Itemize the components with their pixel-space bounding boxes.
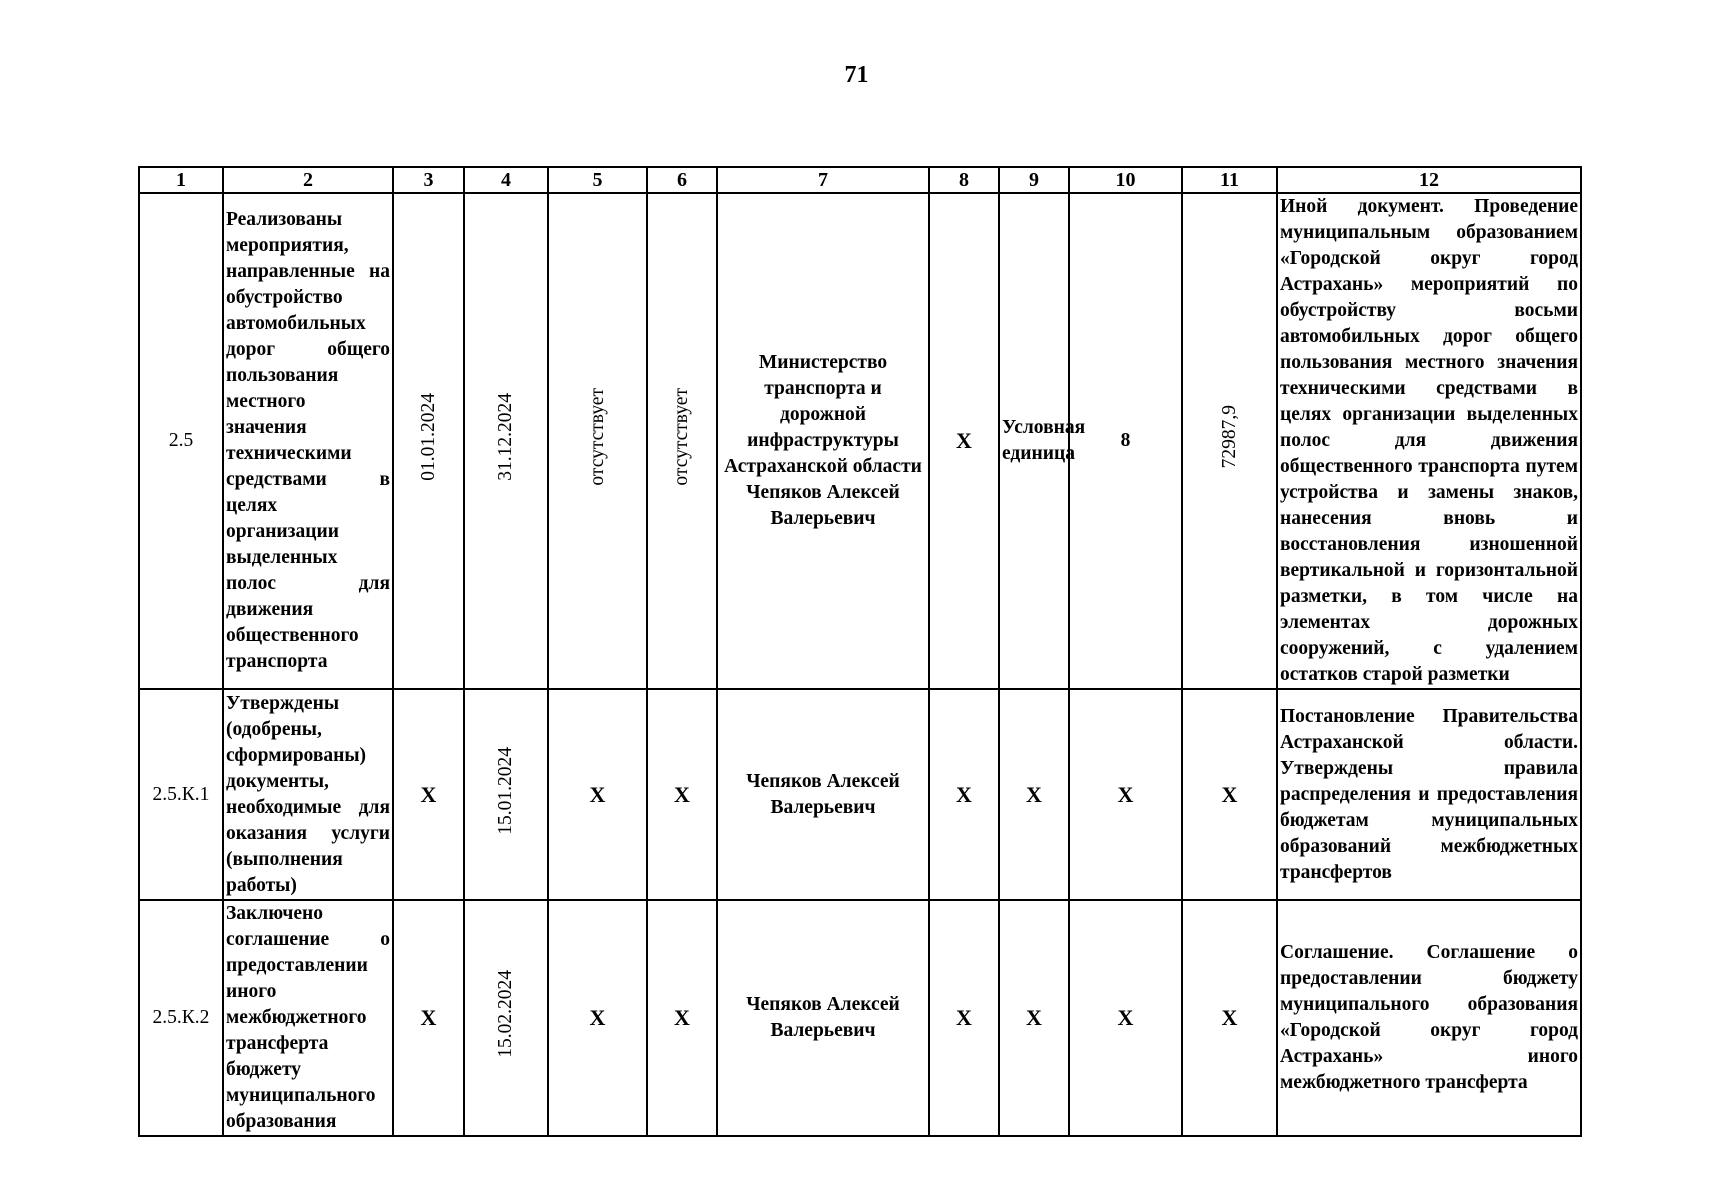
events-table: [138, 166, 1582, 1137]
col6-value: X: [647, 900, 717, 1136]
col5-cell: [548, 193, 647, 689]
header-col-11: 11: [1182, 167, 1277, 193]
end-date-cell: [464, 193, 548, 689]
start-date: X: [393, 689, 464, 900]
header-col-6: 6: [647, 167, 717, 193]
header-col-1: 1: [139, 167, 223, 193]
end-date: 15.02.2024: [495, 970, 516, 1058]
event-name: Заключено соглашение о предоставлении иного межбюджетного трансферта бюджету муниципального образования: [223, 900, 393, 1136]
event-name: Реализованы мероприятия, направленные на обустройство автомобильных дорог общего пользования местного значения техническими средствами в целях организации выделенных полос для движения общественного транспорта: [223, 193, 393, 689]
col11-cell: [1182, 193, 1277, 689]
header-col-2: 2: [223, 167, 393, 193]
header-col-3: 3: [393, 167, 464, 193]
col5-value: отсутствует: [586, 388, 608, 486]
table-row: [139, 689, 1581, 900]
document: Постановление Правительства Астраханской области. Утверждены правила распределения и предоставления бюджетам муниципальных образований межбюджетных трансфертов: [1277, 689, 1581, 900]
end-date-cell: [464, 900, 548, 1136]
unit: X: [999, 900, 1069, 1136]
col10-value: X: [1069, 900, 1182, 1136]
start-date-cell: [393, 193, 464, 689]
header-col-9: 9: [999, 167, 1069, 193]
unit: Условная единица: [999, 193, 1069, 689]
event-name: Утверждены (одобрены, сформированы) документы, необходимые для оказания услуги (выполнения работы): [223, 689, 393, 900]
row-number: 2.5.К.2: [139, 900, 223, 1136]
end-date: 31.12.2024: [495, 393, 516, 481]
col11-value: X: [1182, 900, 1277, 1136]
col8-value: X: [929, 900, 999, 1136]
header-col-5: 5: [548, 167, 647, 193]
header-col-7: 7: [717, 167, 929, 193]
responsible: Министерство транспорта и дорожной инфраструктуры Астраханской области Чепяков Алексей Валерьевич: [717, 193, 929, 689]
col10-value: X: [1069, 689, 1182, 900]
unit: X: [999, 689, 1069, 900]
header-col-4: 4: [464, 167, 548, 193]
page-number: 71: [844, 62, 869, 88]
col5-value: X: [548, 900, 647, 1136]
row-number: 2.5: [139, 193, 223, 689]
row-number: 2.5.К.1: [139, 689, 223, 900]
col6-cell: [647, 193, 717, 689]
table-row: [139, 193, 1581, 689]
table-row: [139, 900, 1581, 1136]
col5-value: X: [548, 689, 647, 900]
end-date: 15.01.2024: [495, 746, 516, 835]
header-col-8: 8: [929, 167, 999, 193]
start-date: 01.01.2024: [417, 393, 439, 481]
header-col-12: 12: [1277, 167, 1581, 193]
responsible: Чепяков Алексей Валерьевич: [717, 689, 929, 900]
responsible: Чепяков Алексей Валерьевич: [717, 900, 929, 1136]
end-date-cell: [464, 689, 548, 900]
col6-value: отсутствует: [671, 388, 692, 486]
col11-value: X: [1182, 689, 1277, 900]
col8-value: X: [929, 689, 999, 900]
col8-value: X: [929, 193, 999, 689]
header-row: [139, 167, 1581, 193]
start-date: X: [393, 900, 464, 1136]
document: Иной документ. Проведение муниципальным образованием «Городской округ город Астрахань» мероприятий по обустройству восьми автомобильных дорог общего пользования местного значения техническими средствами в целях организации выделенных полос для движения общественного транспорта путем устройства и замены знаков, нанесения вновь и восстановления изношенной вертикальной и горизонтальной разметки, в том числе на элементах дорожных сооружений, с удалением остатков старой разметки: [1277, 193, 1581, 689]
col11-value: 72987,9: [1218, 405, 1240, 469]
header-col-10: 10: [1069, 167, 1182, 193]
document: Соглашение. Соглашение о предоставлении бюджету муниципального образования «Городской округ город Астрахань» иного межбюджетного трансферта: [1277, 900, 1581, 1136]
col10-value: 8: [1069, 193, 1182, 689]
col6-value: X: [647, 689, 717, 900]
